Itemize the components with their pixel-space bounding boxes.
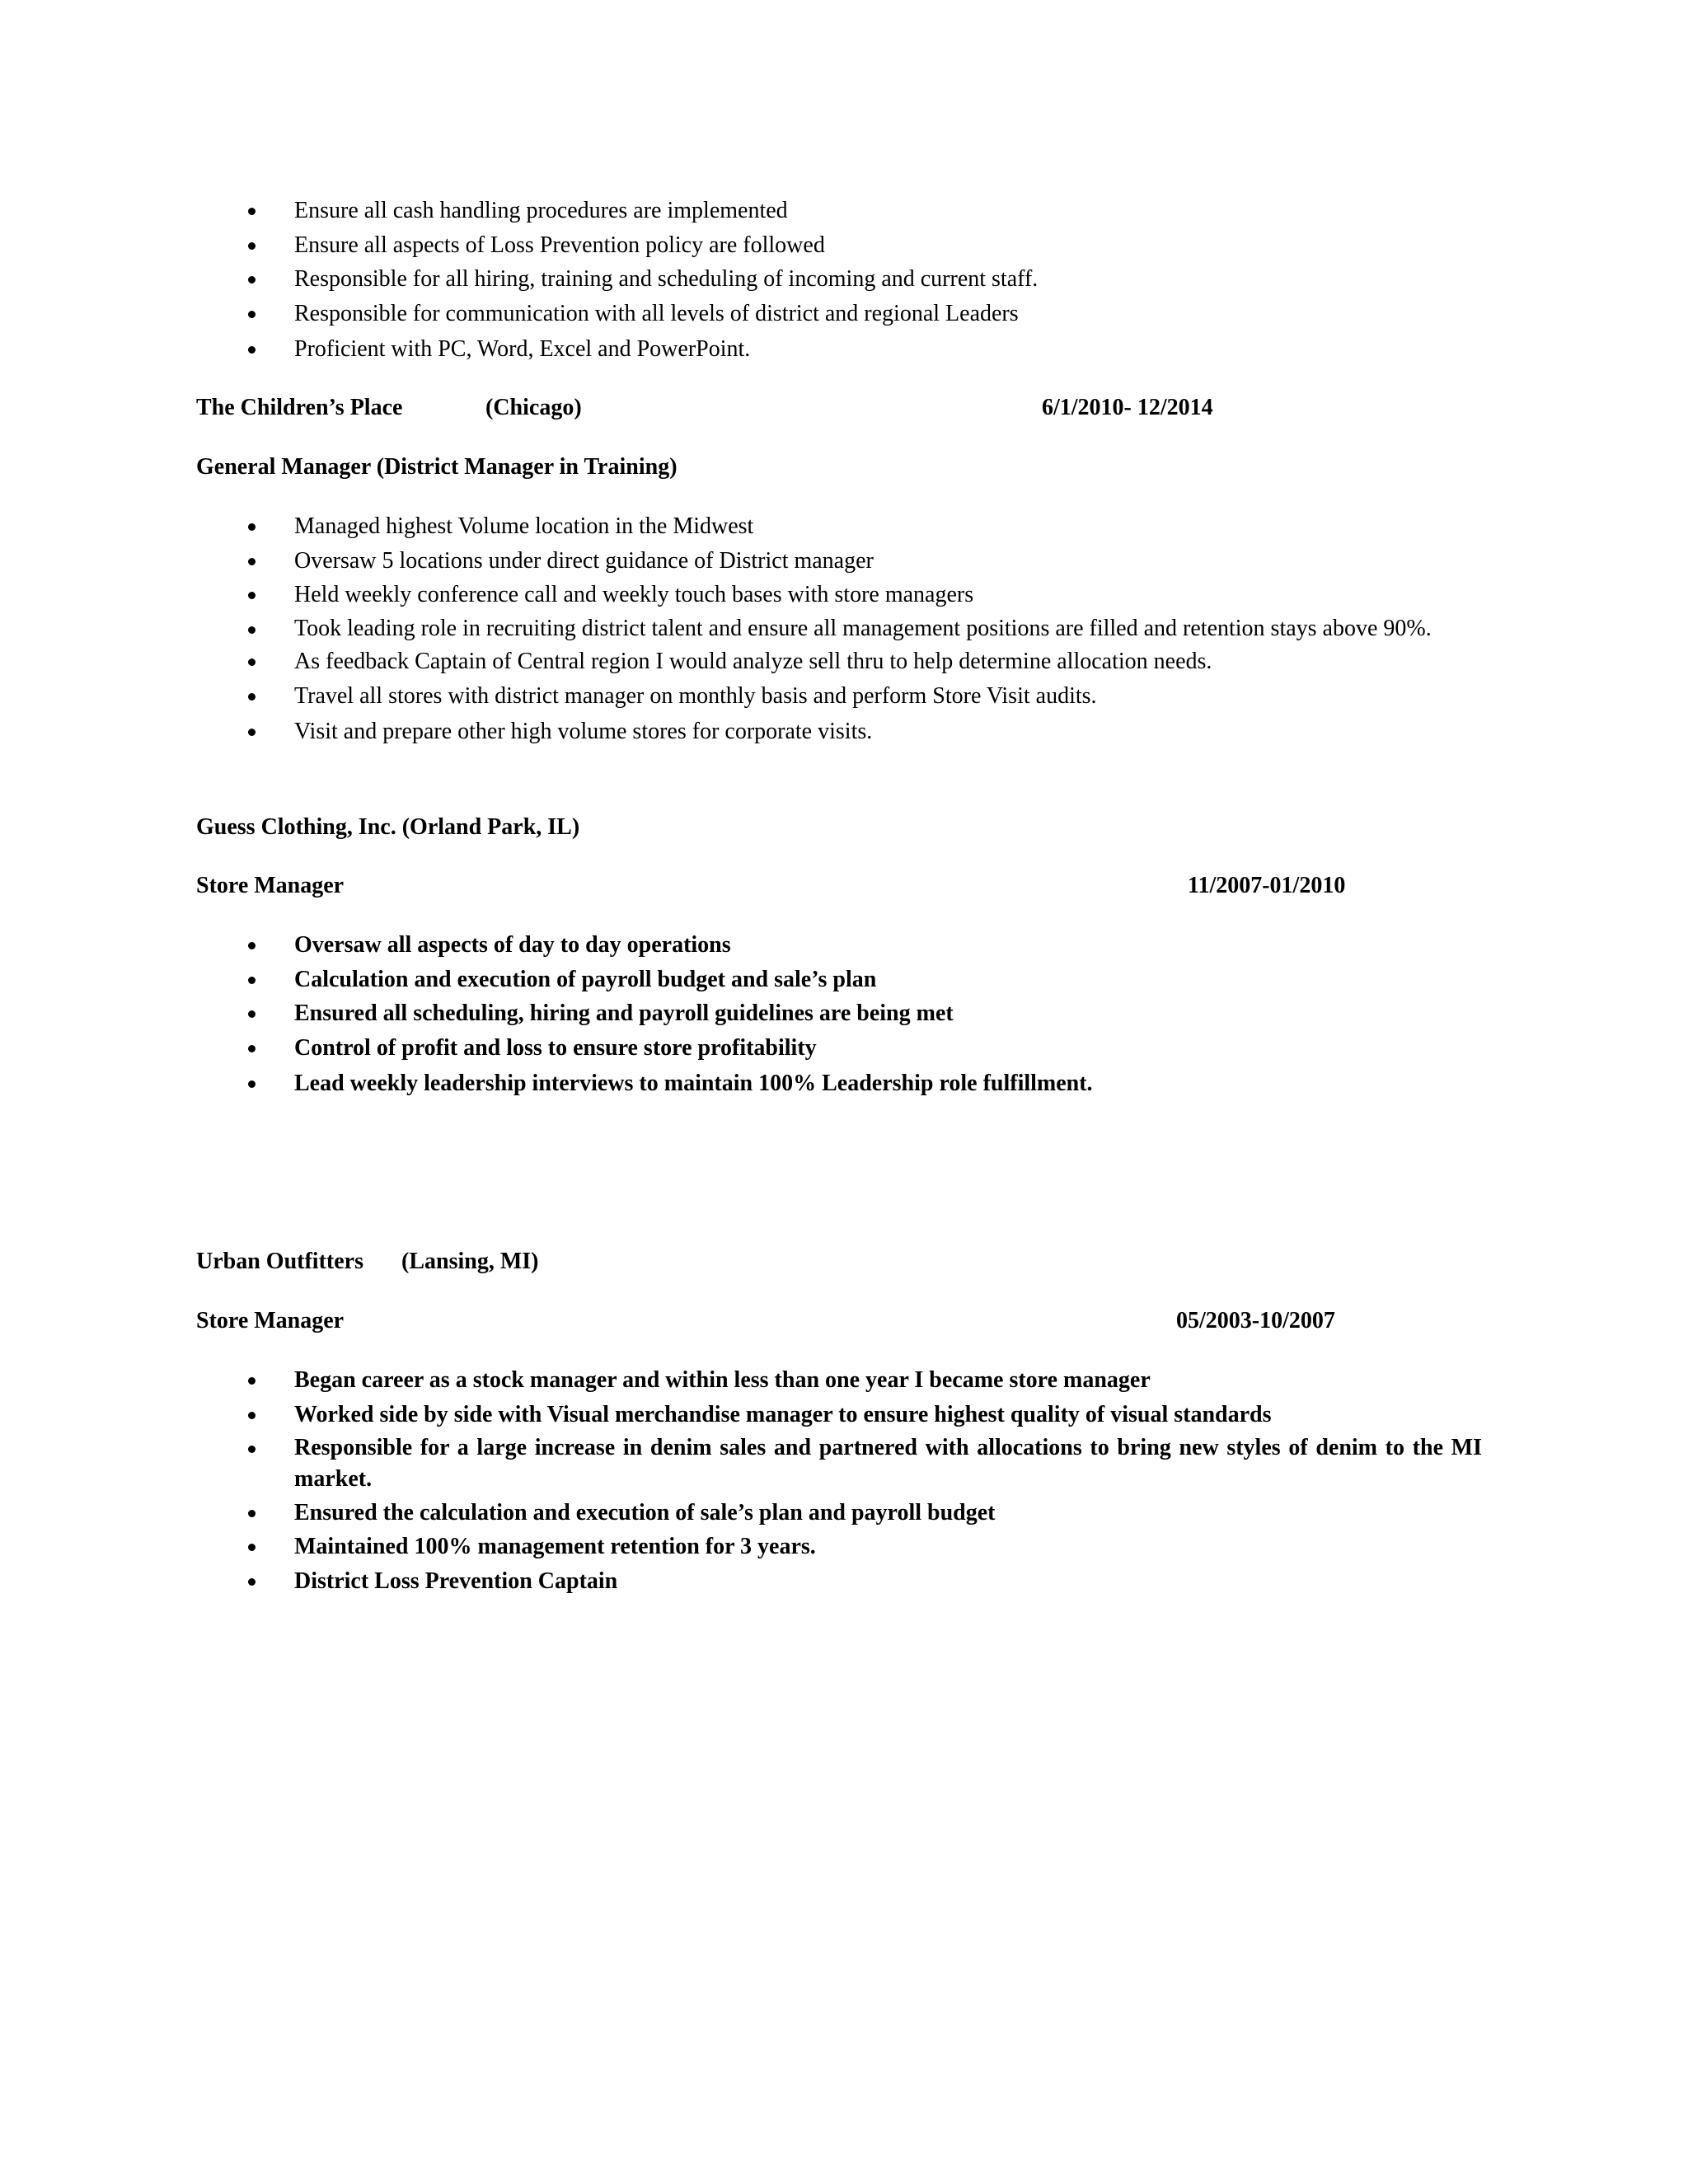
list-item: Oversaw 5 locations under direct guidance of District manager — [196, 545, 1482, 578]
guess-title-row — [196, 869, 1482, 902]
list-item: Oversaw all aspects of day to day operations — [196, 929, 1482, 962]
bullet-icon — [248, 1377, 256, 1385]
list-item: Ensure all cash handling procedures are implemented — [196, 194, 1482, 227]
top-bullets-section — [196, 194, 1482, 367]
guess-bullet-list — [196, 929, 1482, 1100]
list-item: Calculation and execution of payroll budget and sale’s plan — [196, 963, 1482, 996]
list-item: Travel all stores with district manager on monthly basis and perform Store Visit audits. — [196, 680, 1482, 713]
bullet-icon — [248, 242, 256, 250]
list-item: As feedback Captain of Central region I would analyze sell thru to help determine allocation needs. — [196, 645, 1482, 678]
bullet-icon — [248, 1010, 256, 1018]
job-title: General Manager (District Manager in Training) — [196, 454, 678, 480]
list-item: Responsible for all hiring, training and scheduling of incoming and current staff. — [196, 263, 1482, 296]
bullet-icon — [248, 1544, 256, 1551]
bullet-icon — [248, 1412, 256, 1419]
list-item: Proficient with PC, Word, Excel and PowerPoint. — [196, 333, 1482, 366]
bullet-icon — [248, 1446, 256, 1453]
list-item: Took leading role in recruiting district talent and ensure all management positions are filled and retention stays above 90%. — [196, 613, 1482, 644]
list-item: Worked side by side with Visual merchandise manager to ensure highest quality of visual standards — [196, 1399, 1482, 1432]
bullet-icon — [248, 942, 256, 949]
bullet-icon — [248, 729, 256, 736]
guess-company-name: Guess Clothing, Inc. (Orland Park, IL) — [196, 814, 580, 840]
company-location: (Chicago) — [485, 395, 582, 420]
job-title: Store Manager — [196, 873, 345, 898]
job-title: Store Manager — [196, 1308, 345, 1333]
childrens-place-bullet-list — [196, 510, 1482, 748]
list-item: Began career as a stock manager and within less than one year I became store manager — [196, 1364, 1482, 1397]
list-item: Responsible for a large increase in denim sales and partnered with allocations to bring new styles of denim to the MI market. — [196, 1432, 1482, 1495]
bullet-icon — [248, 276, 256, 284]
list-item: Control of profit and loss to ensure store profitability — [196, 1032, 1482, 1065]
bullet-icon — [248, 1578, 256, 1586]
bullet-icon — [248, 346, 256, 354]
urban-bullets-section — [196, 1364, 1482, 1600]
list-item: Managed highest Volume location in the Midwest — [196, 510, 1482, 543]
bullet-icon — [248, 1510, 256, 1517]
childrens-place-bullets-section — [196, 510, 1482, 750]
employment-dates: 05/2003-10/2007 — [1176, 1308, 1335, 1333]
company-location: (Lansing, MI) — [401, 1249, 539, 1274]
guess-bullets-section — [196, 929, 1482, 1101]
bullet-icon — [248, 1045, 256, 1052]
top-bullet-list — [196, 194, 1482, 366]
list-item: Visit and prepare other high volume stores for corporate visits. — [196, 715, 1482, 748]
list-item: Ensure all aspects of Loss Prevention policy are followed — [196, 229, 1482, 262]
employment-dates: 6/1/2010- 12/2014 — [1042, 395, 1213, 420]
employment-dates: 11/2007-01/2010 — [1188, 873, 1346, 898]
bullet-icon — [248, 208, 256, 215]
list-item: District Loss Prevention Captain — [196, 1565, 1482, 1598]
list-item: Maintained 100% management retention for 3 years. — [196, 1530, 1482, 1563]
bullet-icon — [248, 558, 256, 565]
childrens-place-header — [196, 391, 1482, 424]
list-item: Ensured all scheduling, hiring and payroll guidelines are being met — [196, 997, 1482, 1030]
list-item: Ensured the calculation and execution of sale’s plan and payroll budget — [196, 1497, 1482, 1530]
bullet-icon — [248, 311, 256, 318]
bullet-icon — [248, 977, 256, 984]
list-item: Held weekly conference call and weekly touch bases with store managers — [196, 579, 1482, 612]
bullet-icon — [248, 592, 256, 599]
bullet-icon — [248, 693, 256, 701]
list-item: Responsible for communication with all levels of district and regional Leaders — [196, 298, 1482, 330]
urban-title-row — [196, 1305, 1482, 1338]
urban-bullet-list — [196, 1364, 1482, 1598]
bullet-icon — [248, 626, 256, 634]
company-name: Urban Outfitters — [196, 1249, 363, 1274]
list-item: Lead weekly leadership interviews to maintain 100% Leadership role fulfillment. — [196, 1067, 1482, 1100]
company-name: The Children’s Place — [196, 395, 403, 420]
bullet-icon — [248, 658, 256, 666]
urban-header — [196, 1245, 1482, 1278]
bullet-icon — [248, 1080, 256, 1088]
bullet-icon — [248, 523, 256, 531]
